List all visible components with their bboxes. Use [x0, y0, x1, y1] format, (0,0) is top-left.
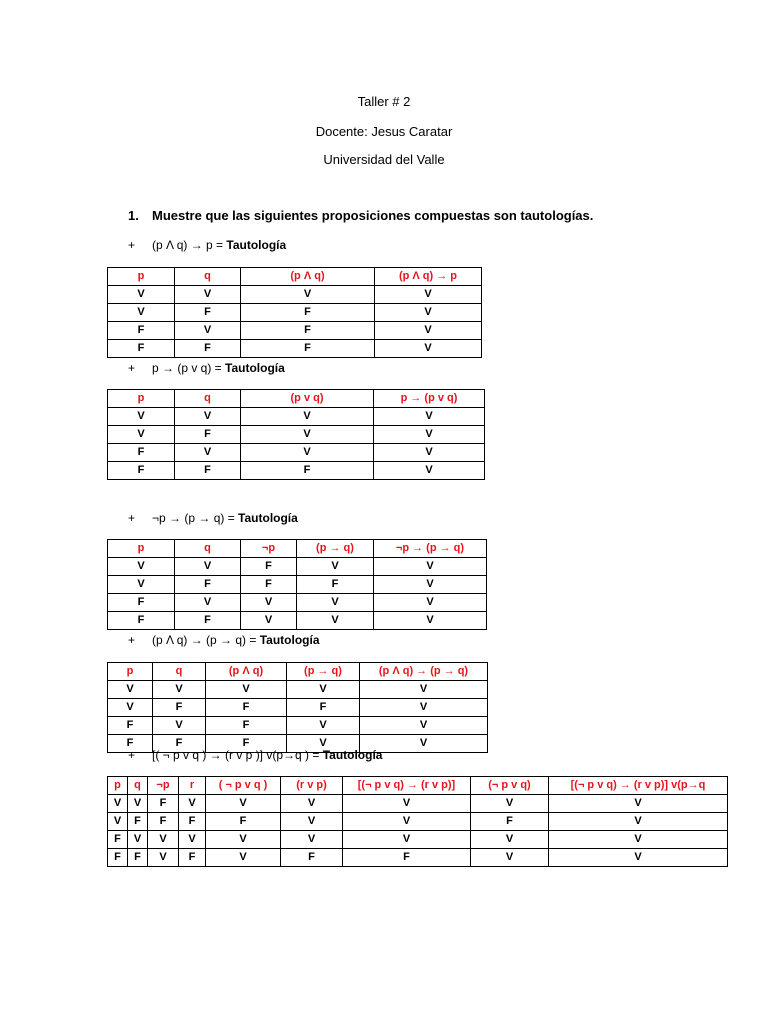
column-header: p: [108, 268, 175, 286]
table-cell: F: [153, 699, 206, 717]
table-cell: V: [206, 831, 281, 849]
table-row: [108, 462, 485, 480]
table-cell: V: [374, 594, 487, 612]
table-cell: V: [153, 681, 206, 699]
column-header: p: [108, 390, 175, 408]
bullet-marker: +: [128, 633, 136, 647]
table-cell: V: [175, 594, 241, 612]
table-row: [108, 717, 488, 735]
column-header: p → (p v q): [374, 390, 485, 408]
table-header-row: [108, 777, 728, 795]
table-cell: F: [241, 322, 375, 340]
table-cell: V: [175, 558, 241, 576]
table-cell: V: [108, 286, 175, 304]
column-header: (¬ p v q): [471, 777, 549, 795]
question-number: 1.: [128, 208, 139, 223]
section-result: Tautología: [225, 361, 285, 375]
table-cell: V: [108, 813, 128, 831]
table-cell: V: [343, 831, 471, 849]
table-cell: V: [375, 340, 482, 358]
table-cell: F: [241, 576, 297, 594]
table-cell: V: [374, 558, 487, 576]
table-cell: V: [206, 795, 281, 813]
table-row: [108, 831, 728, 849]
section-result: Tautología: [238, 511, 298, 525]
column-header: (p Λ q) → (p → q): [360, 663, 488, 681]
table-cell: V: [148, 831, 179, 849]
table-cell: V: [375, 322, 482, 340]
table-cell: V: [297, 612, 374, 630]
table-cell: F: [206, 735, 287, 753]
table-cell: V: [206, 849, 281, 867]
table-cell: V: [343, 795, 471, 813]
table-header-row: [108, 390, 485, 408]
table-row: [108, 612, 487, 630]
column-header: p: [108, 777, 128, 795]
column-header: q: [175, 268, 241, 286]
table-cell: V: [374, 426, 485, 444]
section-1-label: [128, 238, 286, 252]
section-result: Tautología: [259, 633, 320, 647]
column-header: [(¬ p v q) → (r v p)]: [343, 777, 471, 795]
table-cell: F: [108, 594, 175, 612]
table-cell: F: [281, 849, 343, 867]
teacher-name: Docente: Jesus Caratar: [315, 124, 453, 139]
table-cell: F: [297, 576, 374, 594]
table-cell: F: [108, 612, 175, 630]
table-cell: F: [241, 304, 375, 322]
column-header: ¬p: [241, 540, 297, 558]
truth-table-3: [107, 539, 487, 630]
table-cell: V: [108, 681, 153, 699]
table-cell: V: [281, 795, 343, 813]
table-cell: V: [375, 286, 482, 304]
table-cell: V: [241, 408, 374, 426]
table-cell: F: [108, 444, 175, 462]
section-result: Tautología: [226, 238, 287, 252]
section-formula: [( ¬ p v q ) → (r v p )] v(p→q ) =: [152, 748, 323, 762]
table-cell: F: [206, 717, 287, 735]
table-header-row: [108, 663, 488, 681]
table-cell: V: [360, 699, 488, 717]
table-cell: V: [241, 286, 375, 304]
table-cell: F: [179, 849, 206, 867]
question-text: Muestre que las siguientes proposiciones compuestas son tautologías.: [152, 208, 594, 223]
table-cell: F: [108, 322, 175, 340]
table-cell: V: [374, 612, 487, 630]
truth-table-2: [107, 389, 485, 480]
truth-table-5: [107, 776, 728, 867]
table-cell: V: [343, 813, 471, 831]
table-cell: F: [108, 831, 128, 849]
section-formula: ¬p → (p → q) =: [152, 511, 239, 525]
table-cell: V: [108, 408, 175, 426]
bullet-marker: +: [128, 511, 136, 525]
table-cell: F: [128, 849, 148, 867]
table-cell: V: [549, 795, 728, 813]
column-header: (r v p): [281, 777, 343, 795]
table-cell: V: [153, 717, 206, 735]
table-row: [108, 322, 482, 340]
table-row: [108, 795, 728, 813]
section-result: Tautología: [322, 748, 383, 762]
table-cell: F: [206, 699, 287, 717]
column-header: [(¬ p v q) → (r v p)] v(p→q: [549, 777, 728, 795]
table-row: [108, 408, 485, 426]
table-header-row: [108, 268, 482, 286]
table-cell: V: [241, 612, 297, 630]
table-row: [108, 594, 487, 612]
table-cell: V: [549, 849, 728, 867]
section-2-label: [128, 361, 285, 375]
university-name: Universidad del Valle: [323, 152, 445, 167]
table-row: [108, 286, 482, 304]
column-header: p: [108, 663, 153, 681]
table-cell: F: [108, 717, 153, 735]
table-row: [108, 340, 482, 358]
table-cell: V: [175, 408, 241, 426]
column-header: ¬p → (p → q): [374, 540, 487, 558]
table-row: [108, 576, 487, 594]
column-header: r: [179, 777, 206, 795]
column-header: ¬p: [148, 777, 179, 795]
table-cell: F: [148, 795, 179, 813]
table-cell: V: [360, 735, 488, 753]
table-cell: F: [287, 699, 360, 717]
page-title: Taller # 2: [357, 94, 411, 109]
table-cell: F: [148, 813, 179, 831]
table-cell: V: [549, 831, 728, 849]
truth-table-4: [107, 662, 488, 753]
table-cell: F: [175, 426, 241, 444]
table-cell: V: [360, 681, 488, 699]
table-cell: V: [108, 558, 175, 576]
table-cell: F: [108, 462, 175, 480]
table-row: [108, 304, 482, 322]
truth-table-1: [107, 267, 482, 358]
table-cell: V: [374, 444, 485, 462]
table-row: [108, 558, 487, 576]
table-cell: V: [297, 558, 374, 576]
table-cell: V: [175, 322, 241, 340]
table-cell: V: [297, 594, 374, 612]
table-cell: V: [360, 717, 488, 735]
table-cell: V: [128, 831, 148, 849]
table-cell: V: [471, 795, 549, 813]
table-row: [108, 813, 728, 831]
column-header: (p → q): [287, 663, 360, 681]
table-cell: F: [241, 462, 374, 480]
table-cell: F: [241, 558, 297, 576]
table-cell: F: [108, 340, 175, 358]
table-header-row: [108, 540, 487, 558]
table-cell: F: [343, 849, 471, 867]
table-row: [108, 849, 728, 867]
table-cell: V: [206, 681, 287, 699]
table-cell: V: [128, 795, 148, 813]
table-cell: V: [148, 849, 179, 867]
table-cell: V: [108, 576, 175, 594]
table-cell: V: [287, 681, 360, 699]
table-cell: V: [108, 699, 153, 717]
table-cell: V: [374, 408, 485, 426]
table-cell: F: [108, 735, 153, 753]
table-row: [108, 681, 488, 699]
table-cell: V: [241, 444, 374, 462]
table-cell: V: [108, 426, 175, 444]
section-3-label: [128, 511, 298, 525]
table-cell: F: [206, 813, 281, 831]
table-cell: F: [175, 340, 241, 358]
table-cell: V: [471, 831, 549, 849]
section-formula: (p Λ q) → p =: [152, 238, 227, 252]
table-cell: F: [241, 340, 375, 358]
column-header: q: [175, 390, 241, 408]
table-cell: V: [175, 286, 241, 304]
table-cell: V: [241, 426, 374, 444]
table-cell: F: [153, 735, 206, 753]
table-cell: V: [108, 304, 175, 322]
column-header: (p → q): [297, 540, 374, 558]
bullet-marker: +: [128, 238, 136, 252]
table-cell: F: [175, 576, 241, 594]
table-cell: V: [375, 304, 482, 322]
bullet-marker: +: [128, 748, 136, 762]
section-5-label: [128, 748, 382, 762]
question-heading: [128, 208, 593, 223]
table-cell: V: [374, 576, 487, 594]
table-row: [108, 444, 485, 462]
column-header: p: [108, 540, 175, 558]
table-cell: V: [287, 717, 360, 735]
table-cell: V: [175, 444, 241, 462]
table-cell: F: [179, 813, 206, 831]
table-cell: F: [175, 462, 241, 480]
column-header: q: [128, 777, 148, 795]
table-cell: V: [549, 813, 728, 831]
column-header: ( ¬ p v q ): [206, 777, 281, 795]
table-cell: F: [108, 849, 128, 867]
table-cell: V: [471, 849, 549, 867]
column-header: (p Λ q) → p: [375, 268, 482, 286]
table-cell: V: [241, 594, 297, 612]
table-cell: F: [471, 813, 549, 831]
section-formula: (p Λ q) → (p → q) =: [152, 633, 260, 647]
column-header: (p Λ q): [206, 663, 287, 681]
column-header: (p Λ q): [241, 268, 375, 286]
section-4-label: [128, 633, 320, 647]
table-cell: F: [128, 813, 148, 831]
table-cell: V: [287, 735, 360, 753]
column-header: q: [175, 540, 241, 558]
section-formula: p → (p v q) =: [152, 361, 226, 375]
table-cell: F: [175, 304, 241, 322]
table-cell: V: [108, 795, 128, 813]
table-cell: V: [179, 795, 206, 813]
bullet-marker: +: [128, 361, 136, 375]
table-cell: V: [374, 462, 485, 480]
table-cell: V: [179, 831, 206, 849]
column-header: q: [153, 663, 206, 681]
table-row: [108, 426, 485, 444]
column-header: (p v q): [241, 390, 374, 408]
table-cell: F: [175, 612, 241, 630]
table-cell: V: [281, 813, 343, 831]
table-row: [108, 699, 488, 717]
table-cell: V: [281, 831, 343, 849]
